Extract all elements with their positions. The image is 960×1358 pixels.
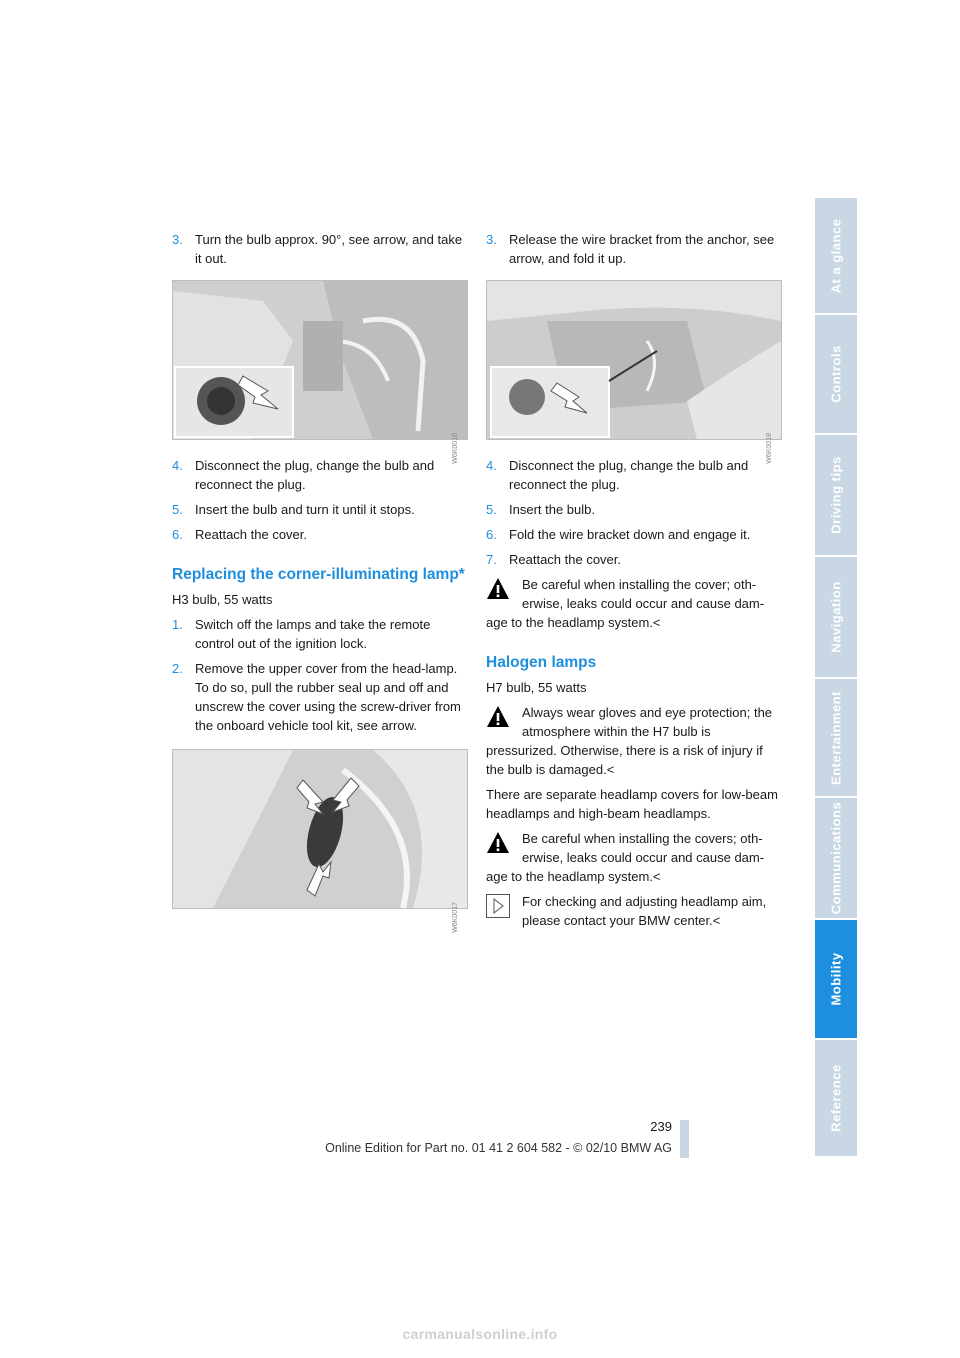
step: 4. Disconnect the plug, change the bulb and reconnect the plug. xyxy=(172,458,435,492)
step: 2. Remove the upper cover from the head-lamp. To do so, pull the rubber seal up and off and unscrew the cover using the screw-driver from the onboard vehicle tool kit, see arrow. xyxy=(172,661,461,733)
cover-removal-illustration: W6K0017 xyxy=(172,749,468,909)
edition-footer: Online Edition for Part no. 01 41 2 604 582 - © 02/10 BMW AG xyxy=(325,1141,672,1155)
tab-navigation[interactable]: Navigation xyxy=(815,557,857,677)
step: 6. Fold the wire bracket down and engage it. xyxy=(486,527,751,542)
section-heading-halogen-lamps: Halogen lamps xyxy=(486,654,597,671)
page-number: 239 xyxy=(650,1119,672,1134)
tab-controls[interactable]: Controls xyxy=(815,315,857,433)
warning-triangle-icon xyxy=(486,705,510,729)
tab-reference[interactable]: Reference xyxy=(815,1040,857,1156)
right-column xyxy=(486,230,784,936)
tab-driving-tips[interactable]: Driving tips xyxy=(815,435,857,555)
bulb-spec: H3 bulb, 55 watts xyxy=(172,592,273,607)
tab-mobility[interactable]: Mobility xyxy=(815,920,857,1038)
section-tabs xyxy=(815,198,857,1158)
wire-bracket-illustration: W6K0018 xyxy=(486,280,782,440)
left-column xyxy=(172,230,470,933)
step: 3. Turn the bulb approx. 90°, see arrow, and take it out. xyxy=(172,232,463,266)
warning-note: Be careful when installing the cover; oth-erwise, leaks could occur and cause dam-age to the headlamp system.< xyxy=(486,577,765,630)
step: 1. Switch off the lamps and take the remote control out of the ignition lock. xyxy=(172,617,431,651)
bulb-spec: H7 bulb, 55 watts xyxy=(486,680,587,695)
tab-at-a-glance[interactable]: At a glance xyxy=(815,198,857,313)
warning-triangle-icon xyxy=(486,577,510,601)
step: 7. Reattach the cover. xyxy=(486,552,622,567)
section-heading-corner-lamp: Replacing the corner-illuminating lamp* xyxy=(172,566,465,583)
warning-note: Always wear gloves and eye protection; the atmosphere within the H7 bulb is pressurized. Otherwise, there is a risk of injury if the bulb is damaged.< xyxy=(486,705,773,777)
footer-accent-bar xyxy=(680,1120,689,1158)
step: 6. Reattach the cover. xyxy=(172,527,308,542)
warning-note: Be careful when installing the covers; oth-erwise, leaks could occur and cause dam-age to the headlamp system.< xyxy=(486,831,765,884)
paragraph: There are separate headlamp covers for low-beam headlamps and high-beam headlamps. xyxy=(486,787,778,821)
step: 5. Insert the bulb and turn it until it stops. xyxy=(172,502,415,517)
tab-entertainment[interactable]: Entertainment xyxy=(815,679,857,796)
step: 4. Disconnect the plug, change the bulb and reconnect the plug. xyxy=(486,458,749,492)
step: 3. Release the wire bracket from the anchor, see arrow, and fold it up. xyxy=(486,232,775,266)
bulb-removal-illustration: W6K0016 xyxy=(172,280,468,440)
step: 5. Insert the bulb. xyxy=(486,502,595,517)
watermark: carmanualsonline.info xyxy=(402,1326,558,1342)
note-play-icon xyxy=(486,894,510,918)
tab-communications[interactable]: Communications xyxy=(815,798,857,918)
warning-triangle-icon xyxy=(486,831,510,855)
info-note: For checking and adjusting headlamp aim, please contact your BMW center.< xyxy=(486,892,784,930)
